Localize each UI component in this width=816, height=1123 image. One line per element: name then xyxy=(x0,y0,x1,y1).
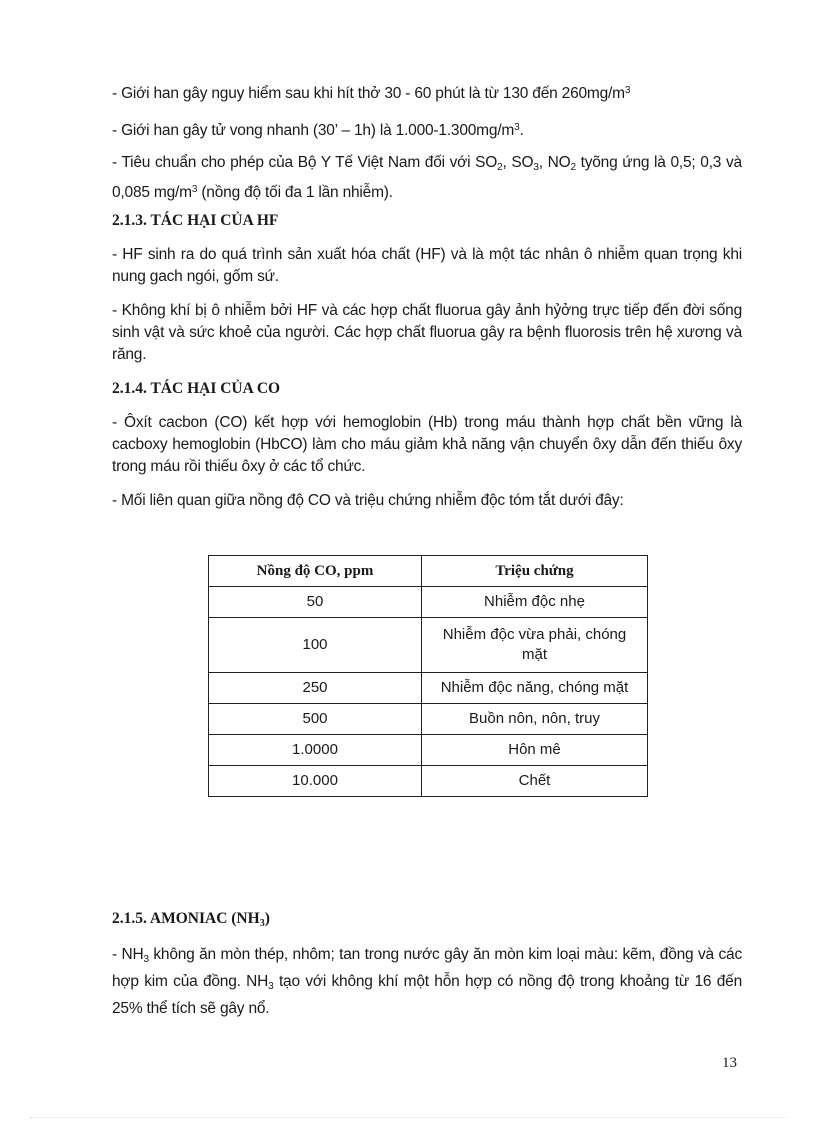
table-header-row xyxy=(209,556,648,587)
table-cell-symptom: Nhiễm độc vừa phải, chóng mặt xyxy=(422,618,648,673)
table-row xyxy=(209,766,648,797)
table-row xyxy=(209,704,648,735)
table-cell-symptom: Chết xyxy=(422,766,648,797)
table-cell-concentration: 1.0000 xyxy=(209,735,422,766)
paragraph-ammonia: - $NH_3$ không ăn mòn thép, nhôm; tan trong nước gây ăn mòn kim loại màu: kẽm, đồng và các hợp kim của đồng. $NH_3$ tạo với không khí một hỗn hợp có nồng độ trong khoảng từ 16 đến 25% thể tích sẽ gây nổ. xyxy=(112,946,742,1017)
table-row xyxy=(209,673,648,704)
section-heading-co: 2.1.4. TÁC HẠI CỦA CO xyxy=(112,380,281,397)
table-cell-concentration: 50 xyxy=(209,587,422,618)
paragraph-hf-effects: - Không khí bị ô nhiễm bởi HF và các hợp chất fluorua gây ảnh hỷởng trực tiếp đến đời sống sinh vật và sức khoẻ của người. Các hợp chất fluorua gây ra bệnh fluorosis trên hệ xương và răng. xyxy=(112,302,742,363)
table-row xyxy=(209,618,648,673)
table-cell-symptom: Nhiễm độc năng, chóng mặt xyxy=(422,673,648,704)
table-cell-concentration: 10.000 xyxy=(209,766,422,797)
section-heading-hf: 2.1.3. TÁC HẠI CỦA HF xyxy=(112,212,279,229)
paragraph-standard: - Tiêu chuẩn cho phép của Bộ Y Tế Việt Nam đối với $SO_2$, $SO_3$, $NO_2$ tyõng ứng là 0,5; 0,3 và 0,085 $mg/m^3$ (nồng độ tối đa 1 lần nhiễm). xyxy=(112,154,742,201)
paragraph-danger-limit: - Giới han gây nguy hiểm sau khi hít thở 30 - 60 phút là từ 130 đến $260mg/m^3$ xyxy=(112,85,631,102)
table-cell-concentration: 500 xyxy=(209,704,422,735)
table-header-cell: Triệu chứng xyxy=(422,556,648,587)
page-number: 13 xyxy=(722,1055,737,1071)
table-row xyxy=(209,587,648,618)
table-cell-symptom: Hôn mê xyxy=(422,735,648,766)
table-cell-symptom: Buồn nôn, nôn, truy xyxy=(422,704,648,735)
paragraph-co-intro: - Mối liên quan giữa nồng độ CO và triệu chứng nhiễm độc tóm tắt dưới đây: xyxy=(112,492,624,509)
page-bottom-divider xyxy=(30,1117,786,1118)
table-header-cell: Nồng độ CO, ppm xyxy=(209,556,422,587)
table-row xyxy=(209,735,648,766)
section-heading-ammonia: 2.1.5. AMONIAC $(NH_3)$ xyxy=(112,910,270,929)
paragraph-death-limit: - Giới han gây tử vong nhanh (30’ – 1h) là $1.000-1.300mg/m^3$. xyxy=(112,122,524,139)
table-cell-concentration: 250 xyxy=(209,673,422,704)
paragraph-hf-source: - HF sinh ra do quá trình sản xuất hóa chất (HF) và là một tác nhân ô nhiễm quan trọng khi nung gach ngói, gốm sứ. xyxy=(112,246,742,285)
table-cell-concentration: 100 xyxy=(209,618,422,673)
paragraph-co-hemoglobin: - Ôxít cacbon (CO) kết hợp với hemoglobin (Hb) trong máu thành hợp chất bền vững là cacboxy hemoglobin (HbCO) làm cho máu giảm khả năng vận chuyển ôxy dẫn đến thiếu ôxy trong máu rồi thiếu ôxy ở các tổ chức. xyxy=(112,414,742,475)
co-symptoms-table xyxy=(208,555,648,797)
table-cell-symptom: Nhiễm độc nhẹ xyxy=(422,587,648,618)
